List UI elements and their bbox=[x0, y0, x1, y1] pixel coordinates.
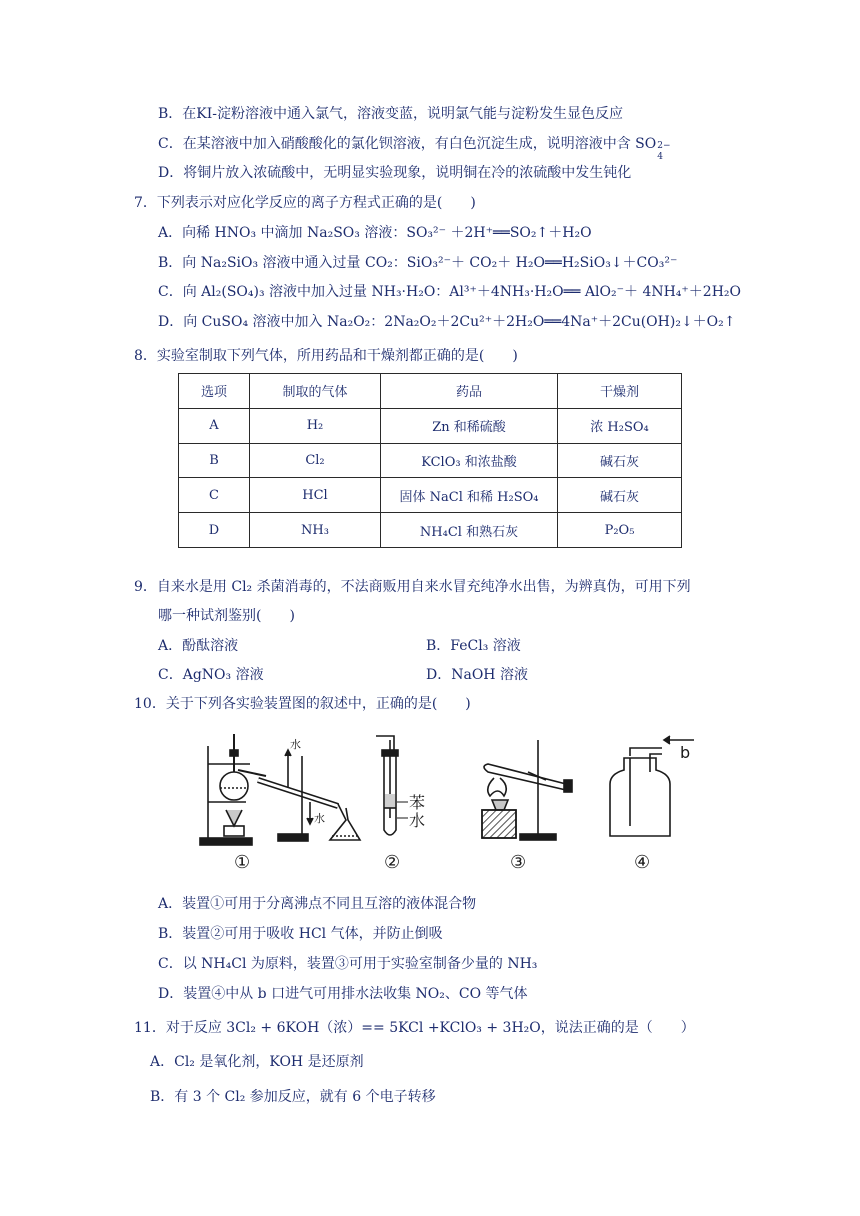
table-cell: 碱石灰 bbox=[558, 478, 682, 513]
q6-option-b: B．在KI-淀粉溶液中通入氯气，溶液变蓝，说明氯气能与淀粉发生显色反应 bbox=[158, 106, 624, 122]
table-header: 药品 bbox=[381, 374, 558, 409]
q9-option-c: C．AgNO₃ 溶液 bbox=[158, 667, 264, 683]
table-cell: HCl bbox=[250, 478, 381, 513]
q9-stem-line1: 9．自来水是用 Cl₂ 杀菌消毒的，不法商贩用自来水冒充纯净水出售，为辨真伪，可用下列 bbox=[134, 579, 691, 595]
fig-label-benzene: 苯 bbox=[409, 793, 426, 812]
table-header: 制取的气体 bbox=[250, 374, 381, 409]
table-row bbox=[179, 408, 682, 443]
table-cell: C bbox=[179, 478, 250, 513]
q7-option-d: D．向 CuSO₄ 溶液中加入 Na₂O₂：2Na₂O₂＋2Cu²⁺＋2H₂O══4Na⁺＋2Cu(OH)₂↓＋O₂↑ bbox=[158, 314, 736, 330]
fig-label-b: b bbox=[680, 743, 691, 762]
q9-option-d: D．NaOH 溶液 bbox=[426, 667, 528, 683]
table-cell: H₂ bbox=[250, 408, 381, 443]
fig-label-water-tube: 水 bbox=[409, 811, 426, 830]
q6-option-c bbox=[158, 134, 671, 162]
table-header: 选项 bbox=[179, 374, 250, 409]
table-cell: 浓 H₂SO₄ bbox=[558, 408, 682, 443]
q10-option-a: A．装置①可用于分离沸点不同且互溶的液体混合物 bbox=[158, 896, 477, 912]
fig-label-water-bottom: 水 bbox=[314, 812, 325, 825]
q6-option-c-text: C．在某溶液中加入硝酸酸化的氯化钡溶液，有白色沉淀生成，说明溶液中含 SO bbox=[158, 136, 657, 152]
apparatus-figure bbox=[198, 726, 698, 876]
table-cell: D bbox=[179, 513, 250, 548]
q10-option-d: D．装置④中从 b 口进气可用排水法收集 NO₂、CO 等气体 bbox=[158, 986, 528, 1002]
table-row bbox=[179, 443, 682, 478]
test-tube-apparatus bbox=[376, 736, 408, 835]
q9-stem-line2: 哪一种试剂鉴别( ) bbox=[158, 608, 295, 624]
q6-option-c-sub: 4 bbox=[657, 152, 663, 162]
reagent-table bbox=[178, 373, 682, 548]
q6-option-d: D．将铜片放入浓硫酸中，无明显实验现象，说明铜在冷的浓硫酸中发生钝化 bbox=[158, 165, 632, 181]
table-cell: 碱石灰 bbox=[558, 443, 682, 478]
table-header-row bbox=[179, 374, 682, 409]
q9-option-a: A．酚酞溶液 bbox=[158, 638, 239, 654]
q7-option-b: B．向 Na₂SiO₃ 溶液中通入过量 CO₂：SiO₃²⁻＋ CO₂＋ H₂O══H₂SiO₃↓＋CO₃²⁻ bbox=[158, 255, 678, 271]
q6-option-c-sup: 2− bbox=[657, 141, 671, 151]
fig-number-4: ④ bbox=[634, 852, 651, 873]
table-cell: KClO₃ 和浓盐酸 bbox=[381, 443, 558, 478]
table-cell: NH₄Cl 和熟石灰 bbox=[381, 513, 558, 548]
table-cell: B bbox=[179, 443, 250, 478]
table-cell: NH₃ bbox=[250, 513, 381, 548]
table-cell: 固体 NaCl 和稀 H₂SO₄ bbox=[381, 478, 558, 513]
table-cell: A bbox=[179, 408, 250, 443]
fig-number-3: ③ bbox=[510, 852, 527, 873]
heating-apparatus bbox=[482, 740, 572, 840]
table-cell: Zn 和稀硫酸 bbox=[381, 408, 558, 443]
distillation-apparatus bbox=[200, 734, 360, 845]
q7-option-c: C．向 Al₂(SO₄)₃ 溶液中加入过量 NH₃·H₂O：Al³⁺＋4NH₃·H₂O══ AlO₂⁻＋ 4NH₄⁺＋2H₂O bbox=[158, 284, 742, 300]
table-cell: Cl₂ bbox=[250, 443, 381, 478]
q11-stem: 11．对于反应 3Cl₂ + 6KOH（浓）== 5KCl +KClO₃ + 3H₂O，说法正确的是（ ） bbox=[134, 1020, 695, 1036]
fig-number-1: ① bbox=[234, 852, 251, 873]
q8-stem: 8．实验室制取下列气体，所用药品和干燥剂都正确的是( ) bbox=[134, 348, 518, 364]
q10-option-b: B．装置②可用于吸收 HCl 气体，并防止倒吸 bbox=[158, 926, 443, 942]
table-cell: P₂O₅ bbox=[558, 513, 682, 548]
q11-option-a: A．Cl₂ 是氧化剂，KOH 是还原剂 bbox=[150, 1054, 364, 1070]
q11-option-b: B．有 3 个 Cl₂ 参加反应，就有 6 个电子转移 bbox=[150, 1089, 436, 1105]
fig-label-water-top: 水 bbox=[290, 738, 301, 751]
q9-option-b: B．FeCl₃ 溶液 bbox=[426, 638, 521, 654]
q7-option-a: A．向稀 HNO₃ 中滴加 Na₂SO₃ 溶液：SO₃²⁻ ＋2H⁺══SO₂↑＋H₂O bbox=[158, 225, 592, 241]
fig-number-2: ② bbox=[384, 852, 401, 873]
q10-option-c: C．以 NH₄Cl 为原料，装置③可用于实验室制备少量的 NH₃ bbox=[158, 956, 538, 972]
table-row bbox=[179, 478, 682, 513]
q7-stem: 7．下列表示对应化学反应的离子方程式正确的是( ) bbox=[134, 195, 476, 211]
table-header: 干燥剂 bbox=[558, 374, 682, 409]
q10-stem: 10．关于下列各实验装置图的叙述中，正确的是( ) bbox=[134, 696, 471, 712]
table-row bbox=[179, 513, 682, 548]
